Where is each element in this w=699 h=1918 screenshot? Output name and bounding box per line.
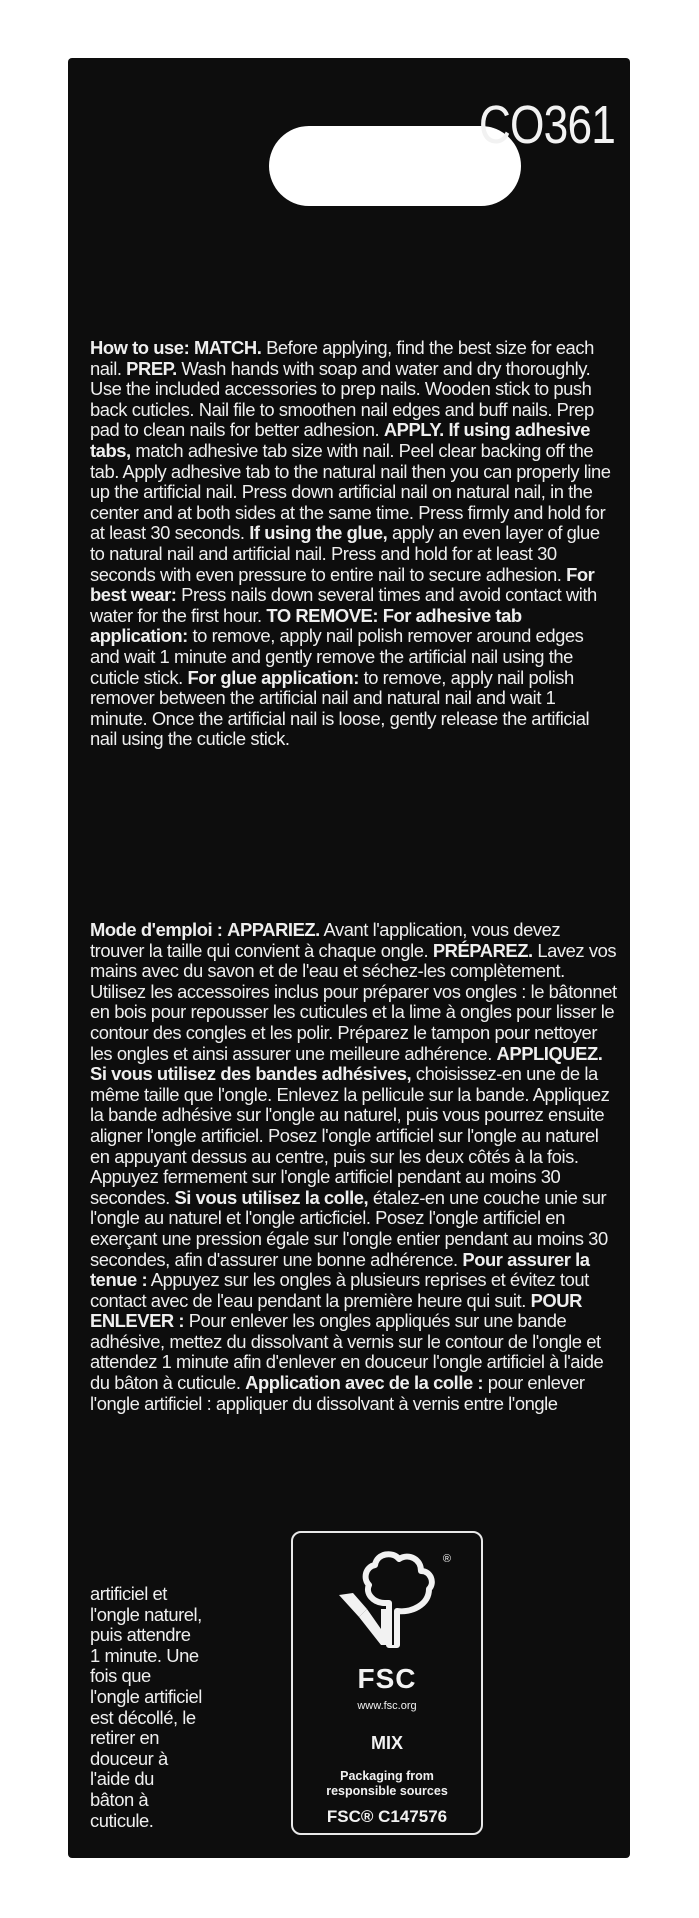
fsc-url: www.fsc.org: [357, 1700, 417, 1712]
fsc-mix: MIX: [370, 1733, 403, 1753]
french-instructions-tail: artificiel et l'ongle naturel, puis attendre 1 minute. Une fois que l'ongle artificiel est décollé, le retirer en douceur à l'aide du bâton à cuticule.: [90, 1583, 202, 1831]
fsc-claim: Packaging from responsible sources: [326, 1769, 448, 1798]
fsc-tree-checkmark-icon: [331, 1549, 443, 1657]
fsc-license-code: FSC® C147576: [326, 1807, 448, 1826]
package-back-panel: [68, 58, 630, 1858]
fsc-label: [291, 1531, 483, 1835]
fsc-wordmark: FSC: [357, 1663, 417, 1694]
product-code: CO361: [478, 95, 615, 155]
fsc-registered-mark: ®: [442, 1553, 451, 1565]
french-instructions: Mode d'emploi : APPARIEZ. Avant l'application, vous devez trouver la taille qui convient à chaque ongle. PRÉPAREZ. Lavez vos mains avec du savon et de l'eau et séchez-les complètement. Utilisez les accessoires inclus pour préparer vos ongles : le bâtonnet en bois pour repousser les cuticules et la lime à ongles pour lisser le contour des congles et les polir. Préparez le tampon pour nettoyer les ongles et ainsi assurer une meilleure adhérence. APPLIQUEZ. Si vous utilisez des bandes adhésives, choisissez-en une de la même taille que l'ongle. Enlevez la pellicule sur la bande. Appliquez la bande adhésive sur l'ongle au naturel, puis vous pourrez ensuite aligner l'ongle artificiel. Posez l'ongle artificiel sur l'ongle au naturel en appuyant dessus au centre, puis sur les deux côtés à la fois. Appuyez fermement sur l'ongle artificiel pendant au moins 30 secondes. Si vous utilisez la colle, étalez-en une couche unie sur l'ongle au naturel et l'ongle articficiel. Posez l'ongle artificiel en exerçant une pression égale sur l'ongle entier pendant au moins 30 secondes, afin d'assurer une bonne adhérence. Pour assurer la tenue : Appuyez sur les ongles à plusieurs reprises et évitez tout contact avec de l'eau pendant la première heure qui suit. POUR ENLEVER : Pour enlever les ongles appliqués sur une bande adhésive, mettez du dissolvant à vernis sur le contour de l'ongle et attendez 1 minute afin d'enlever en douceur l'ongle artificiel à l'aide du bâton à cuticule. Application avec de la colle : pour enlever l'ongle artificiel : appliquer du dissolvant à vernis entre l'ongle: [90, 919, 617, 1414]
english-instructions: How to use: MATCH. Before applying, find the best size for each nail. PREP. Wash hands with soap and water and dry thoroughly. Use the included accessories to prep nails. Wooden stick to push back cuticles. Nail file to smoothen nail edges and buff nails. Prep pad to clean nails for better adhesion. APPLY. If using adhesive tabs, match adhesive tab size with nail. Peel clear backing off the tab. Apply adhesive tab to the natural nail then you can properly line up the artificial nail. Press down artificial nail on natural nail, in the center and at both sides at the same time. Press firmly and hold for at least 30 seconds. If using the glue, apply an even layer of glue to natural nail and artificial nail. Press and hold for at least 30 seconds with even pressure to entire nail to secure adhesion. For best wear: Press nails down several times and avoid contact with water for the first hour. TO REMOVE: For adhesive tab application: to remove, apply nail polish remover around edges and wait 1 minute and gently remove the artificial nail using the cuticle stick. For glue application: to remove, apply nail polish remover between the artificial nail and natural nail and wait 1 minute. Once the artificial nail is loose, gently release the artificial nail using the cuticle stick.: [90, 337, 611, 750]
